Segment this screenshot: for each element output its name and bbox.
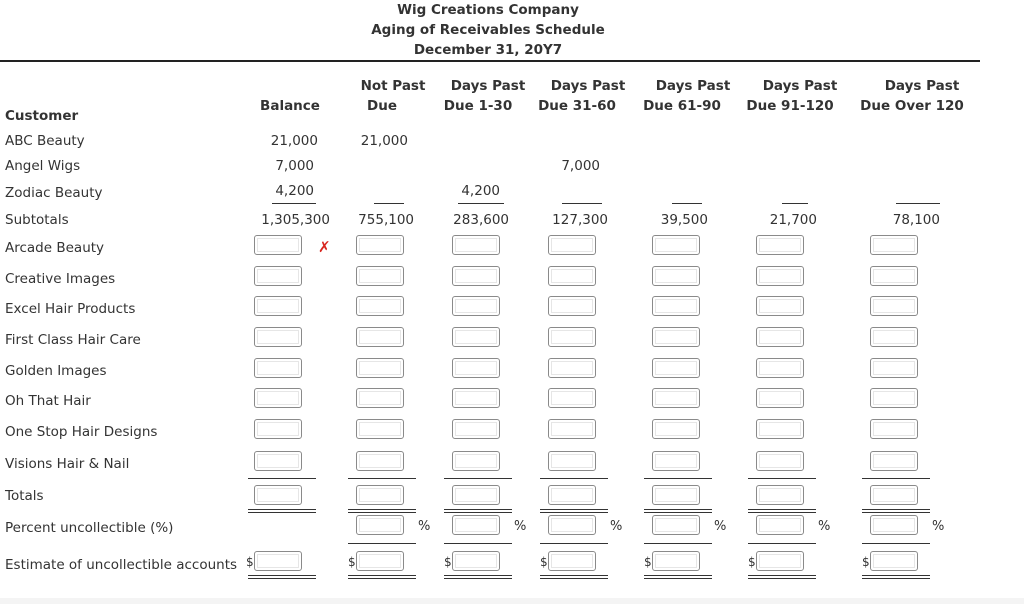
totals-input-not-past-due[interactable] xyxy=(356,485,404,505)
estimate-input-balance[interactable] xyxy=(254,551,302,571)
underline xyxy=(562,203,602,204)
subtotal-61-90: 39,500 xyxy=(660,212,708,228)
input-1-30[interactable] xyxy=(452,235,500,255)
col-91-120-line1: Days Past xyxy=(762,78,838,94)
underline xyxy=(348,543,416,544)
row-label-excel-hair-products: Excel Hair Products xyxy=(5,301,136,317)
double-underline xyxy=(644,509,712,513)
estimate-input-1-30[interactable] xyxy=(452,551,500,571)
percent-sign: % xyxy=(418,519,431,534)
row-label-subtotals: Subtotals xyxy=(5,212,69,228)
input-91-120[interactable] xyxy=(756,235,804,255)
dollar-sign: $ xyxy=(540,555,548,569)
dollar-sign: $ xyxy=(748,555,756,569)
col-31-60-line1: Days Past xyxy=(550,78,626,94)
input-balance[interactable] xyxy=(254,296,302,316)
percent-sign: % xyxy=(514,519,527,534)
input-61-90[interactable] xyxy=(652,235,700,255)
double-underline xyxy=(862,575,930,579)
subtotal-balance: 1,305,300 xyxy=(261,212,330,228)
company-title: Wig Creations Company xyxy=(397,2,579,18)
input-1-30[interactable] xyxy=(452,451,500,471)
abc-balance: 21,000 xyxy=(270,133,318,149)
underline xyxy=(782,203,808,204)
estimate-input-91-120[interactable] xyxy=(756,551,804,571)
dollar-sign: $ xyxy=(862,555,870,569)
estimate-input-31-60[interactable] xyxy=(548,551,596,571)
subtotal-91-120: 21,700 xyxy=(769,212,817,228)
double-underline xyxy=(444,509,512,513)
input-balance[interactable] xyxy=(254,388,302,408)
input-not-past-due[interactable] xyxy=(356,451,404,471)
estimate-input-61-90[interactable] xyxy=(652,551,700,571)
col-over-120-line2: Due Over 120 xyxy=(860,98,964,114)
double-underline xyxy=(748,575,816,579)
input-1-30[interactable] xyxy=(452,358,500,378)
input-over-120[interactable] xyxy=(870,266,918,286)
input-not-past-due[interactable] xyxy=(356,327,404,347)
percent-input-1-30[interactable] xyxy=(452,515,500,535)
percent-sign: % xyxy=(610,519,623,534)
input-not-past-due[interactable] xyxy=(356,358,404,378)
subtotal-31-60: 127,300 xyxy=(552,212,608,228)
col-balance: Balance xyxy=(260,98,320,114)
input-91-120[interactable] xyxy=(756,451,804,471)
input-91-120[interactable] xyxy=(756,419,804,439)
double-underline xyxy=(748,509,816,513)
input-61-90[interactable] xyxy=(652,296,700,316)
col-61-90-line1: Days Past xyxy=(655,78,731,94)
input-balance[interactable] xyxy=(254,451,302,471)
underline xyxy=(672,203,702,204)
report-date: December 31, 20Y7 xyxy=(413,42,563,58)
percent-sign: % xyxy=(818,519,831,534)
row-label-estimate: Estimate of uncollectible accounts xyxy=(5,557,238,573)
input-over-120[interactable] xyxy=(870,388,918,408)
underline xyxy=(272,203,316,204)
header-rule xyxy=(0,60,980,62)
abc-not-past-due: 21,000 xyxy=(360,133,408,149)
input-1-30[interactable] xyxy=(452,388,500,408)
underline xyxy=(644,543,712,544)
row-label-arcade-beauty: Arcade Beauty xyxy=(5,240,105,256)
totals-input-over-120[interactable] xyxy=(870,485,918,505)
input-over-120[interactable] xyxy=(870,327,918,347)
double-underline xyxy=(444,575,512,579)
double-underline xyxy=(348,509,416,513)
input-31-60[interactable] xyxy=(548,419,596,439)
percent-sign: % xyxy=(714,519,727,534)
underline xyxy=(862,478,930,479)
input-31-60[interactable] xyxy=(548,451,596,471)
input-balance[interactable] xyxy=(254,419,302,439)
input-over-120[interactable] xyxy=(870,358,918,378)
estimate-input-not-past-due[interactable] xyxy=(356,551,404,571)
input-61-90[interactable] xyxy=(652,327,700,347)
zodiac-balance: 4,200 xyxy=(275,183,314,199)
row-label-totals: Totals xyxy=(5,488,44,504)
input-not-past-due[interactable] xyxy=(356,296,404,316)
row-label-percent-uncollectible: Percent uncollectible (%) xyxy=(5,520,174,536)
underline xyxy=(348,478,416,479)
dollar-sign: $ xyxy=(444,555,452,569)
input-1-30[interactable] xyxy=(452,327,500,347)
input-61-90[interactable] xyxy=(652,451,700,471)
totals-input-balance[interactable] xyxy=(254,485,302,505)
underline xyxy=(644,478,712,479)
underline xyxy=(444,543,512,544)
input-not-past-due[interactable] xyxy=(356,266,404,286)
input-over-120[interactable] xyxy=(870,451,918,471)
error-x-icon: ✗ xyxy=(318,238,331,256)
estimate-input-over-120[interactable] xyxy=(870,551,918,571)
double-underline xyxy=(540,509,608,513)
input-91-120[interactable] xyxy=(756,327,804,347)
input-1-30[interactable] xyxy=(452,266,500,286)
col-31-60-line2: Due 31-60 xyxy=(538,98,616,114)
subtotal-1-30: 283,600 xyxy=(453,212,509,228)
totals-input-31-60[interactable] xyxy=(548,485,596,505)
col-1-30-line2: Due 1-30 xyxy=(443,98,513,114)
double-underline xyxy=(644,575,712,579)
percent-input-31-60[interactable] xyxy=(548,515,596,535)
percent-input-not-past-due[interactable] xyxy=(356,515,404,535)
row-label-oh-that-hair: Oh That Hair xyxy=(5,393,91,409)
row-label-angel-wigs: Angel Wigs xyxy=(5,158,81,174)
input-61-90[interactable] xyxy=(652,388,700,408)
underline xyxy=(540,478,608,479)
double-underline xyxy=(862,509,930,513)
double-underline xyxy=(540,575,608,579)
underline xyxy=(748,543,816,544)
col-over-120-line1: Days Past xyxy=(884,78,960,94)
input-91-120[interactable] xyxy=(756,388,804,408)
double-underline xyxy=(248,575,316,579)
percent-input-over-120[interactable] xyxy=(870,515,918,535)
dollar-sign: $ xyxy=(348,555,356,569)
dollar-sign: $ xyxy=(246,555,254,569)
col-not-past-due-line2: Due xyxy=(367,98,397,114)
input-31-60[interactable] xyxy=(548,235,596,255)
zodiac-1-30: 4,200 xyxy=(461,183,500,199)
totals-input-91-120[interactable] xyxy=(756,485,804,505)
input-over-120[interactable] xyxy=(870,419,918,439)
input-31-60[interactable] xyxy=(548,266,596,286)
underline xyxy=(444,478,512,479)
input-61-90[interactable] xyxy=(652,358,700,378)
input-not-past-due[interactable] xyxy=(356,235,404,255)
col-not-past-due-line1: Not Past xyxy=(360,78,426,94)
percent-sign: % xyxy=(932,519,945,534)
input-balance[interactable] xyxy=(254,266,302,286)
input-31-60[interactable] xyxy=(548,358,596,378)
underline xyxy=(862,543,930,544)
input-1-30[interactable] xyxy=(452,296,500,316)
report-title: Aging of Receivables Schedule xyxy=(371,22,605,38)
input-31-60[interactable] xyxy=(548,296,596,316)
row-label-visions-hair-nail: Visions Hair & Nail xyxy=(5,456,130,472)
row-label-one-stop-hair-designs: One Stop Hair Designs xyxy=(5,424,158,440)
input-91-120[interactable] xyxy=(756,358,804,378)
percent-input-91-120[interactable] xyxy=(756,515,804,535)
input-not-past-due[interactable] xyxy=(356,388,404,408)
underline xyxy=(458,203,504,204)
percent-input-61-90[interactable] xyxy=(652,515,700,535)
double-underline xyxy=(348,575,416,579)
double-underline xyxy=(248,509,316,513)
input-61-90[interactable] xyxy=(652,266,700,286)
angel-balance: 7,000 xyxy=(275,158,314,174)
underline xyxy=(540,543,608,544)
col-61-90-line2: Due 61-90 xyxy=(643,98,721,114)
input-1-30[interactable] xyxy=(452,419,500,439)
underline xyxy=(748,478,816,479)
row-label-abc-beauty: ABC Beauty xyxy=(5,133,85,149)
input-31-60[interactable] xyxy=(548,388,596,408)
underline xyxy=(896,203,940,204)
totals-input-61-90[interactable] xyxy=(652,485,700,505)
col-customer: Customer xyxy=(5,108,79,124)
totals-input-1-30[interactable] xyxy=(452,485,500,505)
subtotal-over-120: 78,100 xyxy=(892,212,940,228)
input-31-60[interactable] xyxy=(548,327,596,347)
col-91-120-line2: Due 91-120 xyxy=(746,98,834,114)
input-balance[interactable] xyxy=(254,327,302,347)
input-not-past-due[interactable] xyxy=(356,419,404,439)
underline xyxy=(248,478,316,479)
angel-31-60: 7,000 xyxy=(561,158,600,174)
underline xyxy=(374,203,404,204)
footer-band xyxy=(0,598,1024,604)
input-61-90[interactable] xyxy=(652,419,700,439)
input-balance[interactable] xyxy=(254,358,302,378)
subtotal-not-past-due: 755,100 xyxy=(358,212,414,228)
row-label-zodiac-beauty: Zodiac Beauty xyxy=(5,185,103,201)
input-over-120[interactable] xyxy=(870,296,918,316)
input-91-120[interactable] xyxy=(756,266,804,286)
row-label-golden-images: Golden Images xyxy=(5,363,107,379)
row-label-creative-images: Creative Images xyxy=(5,271,116,287)
col-1-30-line1: Days Past xyxy=(450,78,526,94)
input-balance[interactable] xyxy=(254,235,302,255)
dollar-sign: $ xyxy=(644,555,652,569)
input-91-120[interactable] xyxy=(756,296,804,316)
input-over-120[interactable] xyxy=(870,235,918,255)
row-label-first-class-hair-care: First Class Hair Care xyxy=(5,332,141,348)
